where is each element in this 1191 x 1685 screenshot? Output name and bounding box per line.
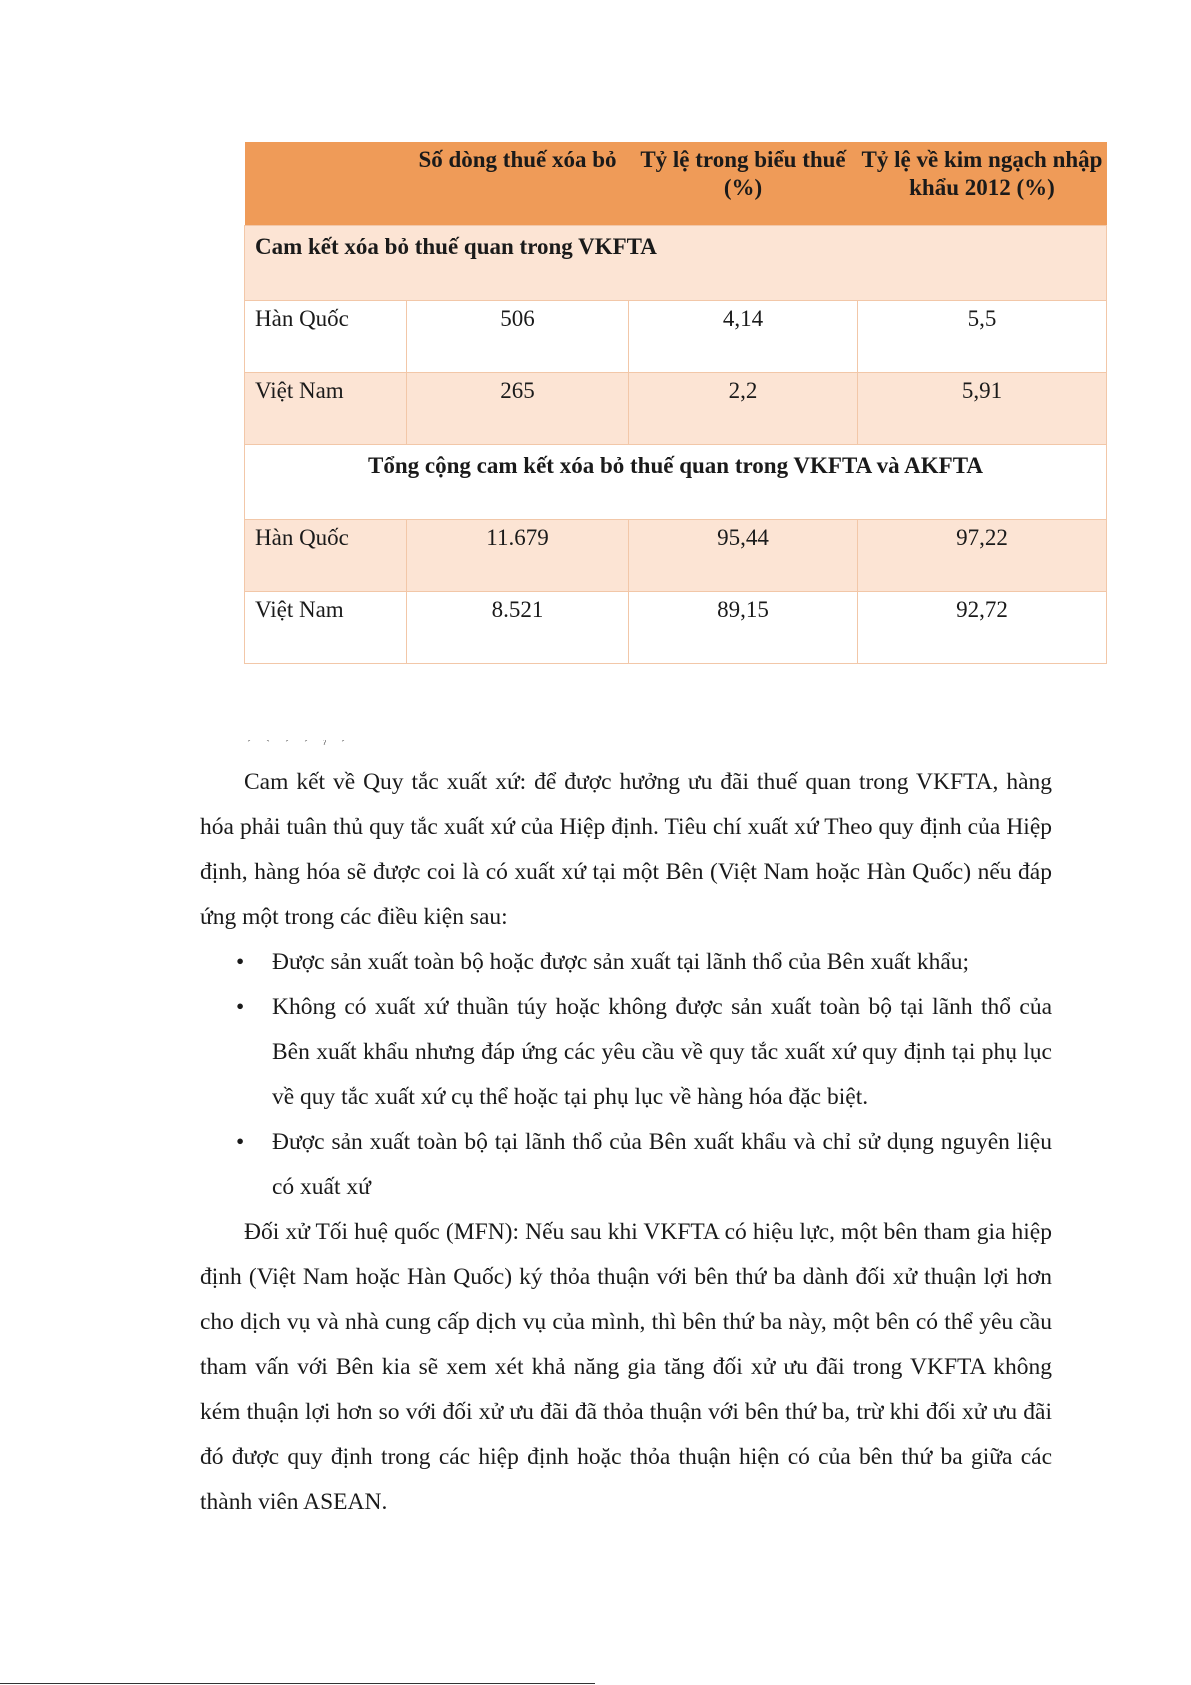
value-cell: 92,72 [858, 592, 1107, 664]
value-cell: 11.679 [407, 520, 629, 592]
value-cell: 2,2 [629, 373, 858, 445]
tariff-commitment-table [244, 142, 1107, 664]
cropped-text-remnant: ´ ` ´ ´ ˀ ´ [247, 740, 351, 748]
paragraph-rules-of-origin: Cam kết về Quy tắc xuất xứ: để được hưởng ưu đãi thuế quan trong VKFTA, hàng hóa phải tuân thủ quy tắc xuất xứ của Hiệp định. Tiêu chí xuất xứ Theo quy định của Hiệp định, hàng hóa sẽ được coi là có xuất xứ tại một Bên (Việt Nam hoặc Hàn Quốc) nếu đáp ứng một trong các điều kiện sau: [200, 769, 1052, 930]
footnote-separator [0, 1683, 595, 1684]
value-cell: 97,22 [858, 520, 1107, 592]
value-cell: 265 [407, 373, 629, 445]
header-tariff-rate: Tỷ lệ trong biểu thuế (%) [629, 142, 858, 226]
body-text [200, 760, 1052, 1525]
value-cell: 5,5 [858, 301, 1107, 373]
table-row [245, 301, 1107, 373]
country-cell: Việt Nam [245, 373, 407, 445]
table-row [245, 520, 1107, 592]
paragraph-mfn: Đối xử Tối huệ quốc (MFN): Nếu sau khi VKFTA có hiệu lực, một bên tham gia hiệp định (Việt Nam hoặc Hàn Quốc) ký thỏa thuận với bên thứ ba dành đối xử thuận lợi hơn cho dịch vụ và nhà cung cấp dịch vụ của mình, thì bên thứ ba này, một bên có thể yêu cầu tham vấn với Bên kia sẽ xem xét khả năng gia tăng đối xử ưu đãi trong VKFTA không kém thuận lợi hơn so với đối xử ưu đãi đã thỏa thuận với bên thứ ba, trừ khi đối xử ưu đãi đó được quy định trong các hiệp định hoặc thỏa thuận hiện có của bên thứ ba giữa các thành viên ASEAN. [200, 1219, 1052, 1515]
conditions-list [200, 940, 1052, 1210]
bullet-icon: • [236, 1129, 245, 1155]
list-item [236, 940, 1052, 985]
bullet-icon: • [236, 994, 245, 1020]
header-tariff-lines: Số dòng thuế xóa bỏ [407, 142, 629, 226]
value-cell: 89,15 [629, 592, 858, 664]
section-vkfta-row [245, 226, 1107, 301]
list-item [236, 985, 1052, 1120]
value-cell: 4,14 [629, 301, 858, 373]
country-cell: Hàn Quốc [245, 520, 407, 592]
list-item-text: Được sản xuất toàn bộ tại lãnh thổ của Bên xuất khẩu và chỉ sử dụng nguyên liệu có xuất xứ [272, 1129, 1052, 1200]
table-row [245, 373, 1107, 445]
value-cell: 506 [407, 301, 629, 373]
section-title: Cam kết xóa bỏ thuế quan trong VKFTA [245, 226, 1107, 301]
header-empty [245, 142, 407, 226]
section-total-row [245, 445, 1107, 520]
header-import-value-rate: Tỷ lệ về kim ngạch nhập khẩu 2012 (%) [858, 142, 1107, 226]
table-row [245, 592, 1107, 664]
list-item-text: Được sản xuất toàn bộ hoặc được sản xuất tại lãnh thổ của Bên xuất khẩu; [272, 949, 970, 975]
section-title: Tổng cộng cam kết xóa bỏ thuế quan trong VKFTA và AKFTA [245, 445, 1107, 520]
list-item-text: Không có xuất xứ thuần túy hoặc không được sản xuất toàn bộ tại lãnh thổ của Bên xuất khẩu nhưng đáp ứng các yêu cầu về quy tắc xuất xứ quy định tại phụ lục về quy tắc xuất xứ cụ thể hoặc tại phụ lục về hàng hóa đặc biệt. [272, 994, 1052, 1110]
country-cell: Việt Nam [245, 592, 407, 664]
value-cell: 5,91 [858, 373, 1107, 445]
bullet-icon: • [236, 949, 245, 975]
value-cell: 95,44 [629, 520, 858, 592]
table-header-row [245, 142, 1107, 226]
list-item [236, 1120, 1052, 1210]
value-cell: 8.521 [407, 592, 629, 664]
country-cell: Hàn Quốc [245, 301, 407, 373]
